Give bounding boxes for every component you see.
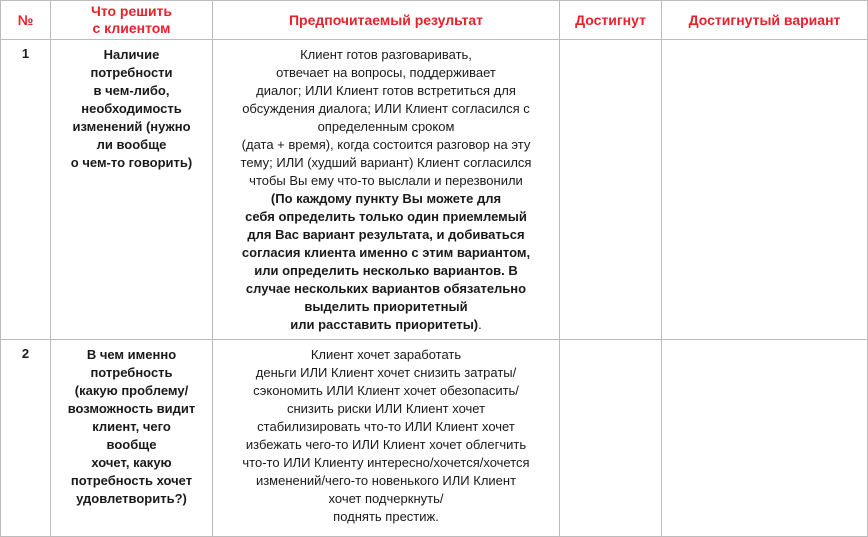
header-achieved: Достигнут (560, 1, 662, 40)
header-what-to-decide: Что решить с клиентом (51, 1, 213, 40)
row-number: 1 (1, 40, 51, 340)
table-row (1, 340, 868, 537)
result-tail: . (478, 317, 482, 332)
header-achieved-variant: Достигнутый вариант (662, 1, 868, 40)
row-achieved-cell[interactable] (560, 40, 662, 340)
table-header-row (1, 1, 868, 40)
row-topic: Наличие потребности в чем-либо, необходимость изменений (нужно ли вообще о чем-то говорить) (51, 40, 213, 340)
result-text: Клиент готов разговаривать, отвечает на вопросы, поддерживает диалог; ИЛИ Клиент готов встретиться для обсуждения диалога; ИЛИ Клиент согласился с определенным сроком (дата + время), когда состоится разговор на эту тему; ИЛИ (худший вариант) Клиент согласился чтобы Вы ему что-то выслали и перезвонили (240, 47, 532, 188)
result-note: (По каждому пункту Вы можете для себя определить только один приемлемый для Вас вариант результата, и добиваться согласия клиента именно с этим вариантом, или определить несколько вариантов. В случае нескольких вариантов обязательно выделить приоритетный или расставить приоритеты) (241, 191, 531, 332)
row-achieved-variant-cell[interactable] (662, 40, 868, 340)
row-achieved-variant-cell[interactable] (662, 340, 868, 537)
row-number: 2 (1, 340, 51, 537)
row-preferred-result: Клиент хочет заработать деньги ИЛИ Клиент хочет снизить затраты/ сэкономить ИЛИ Клиент хочет обезопасить/ снизить риски ИЛИ Клиент хочет стабилизировать что-то ИЛИ Клиент хочет избежать чего-то ИЛИ Клиент хочет облегчить что-то ИЛИ Клиенту интересно/хочется/хочется изменений/чего-то новенького ИЛИ Клиент хочет подчеркнуть/ поднять престиж. (213, 340, 560, 537)
row-preferred-result (213, 40, 560, 340)
table-row (1, 40, 868, 340)
row-topic: В чем именно потребность (какую проблему/ возможность видит клиент, чего вообще хочет, какую потребность хочет удовлетворить?) (51, 340, 213, 537)
row-achieved-cell[interactable] (560, 340, 662, 537)
header-num: № (1, 1, 51, 40)
header-preferred-result: Предпочитаемый результат (213, 1, 560, 40)
